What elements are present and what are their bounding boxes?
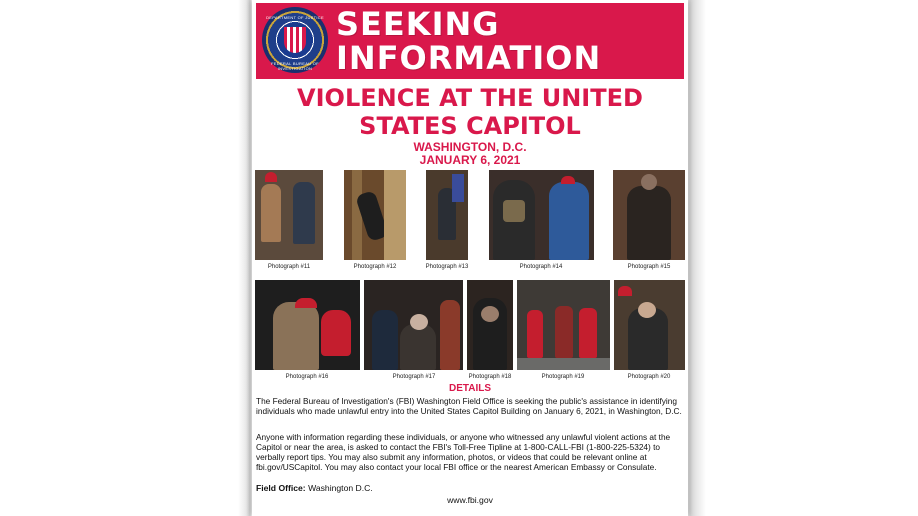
fbi-website-link[interactable]: www.fbi.gov xyxy=(447,495,493,505)
field-office-value: Washington D.C. xyxy=(308,483,373,493)
photo-11 xyxy=(255,170,323,260)
banner-title-line1: SEEKING xyxy=(336,5,500,43)
field-office xyxy=(256,483,373,493)
photo-15 xyxy=(613,170,685,260)
photo-caption: Photograph #20 xyxy=(627,374,671,380)
photo-18 xyxy=(467,280,513,370)
photo-caption: Photograph #14 xyxy=(519,264,563,270)
photo-14 xyxy=(489,170,594,260)
photo-12 xyxy=(344,170,406,260)
photo-caption: Photograph #18 xyxy=(468,374,512,380)
photo-caption: Photograph #16 xyxy=(285,374,329,380)
photo-17 xyxy=(364,280,463,370)
seal-shield xyxy=(284,27,306,53)
photo-caption: Photograph #13 xyxy=(425,264,469,270)
photo-caption: Photograph #19 xyxy=(541,374,585,380)
seal-top-text: DEPARTMENT OF JUSTICE xyxy=(266,15,324,20)
details-paragraph-2: Anyone with information regarding these individuals, or anyone who witnessed any unlawful violent actions at the Capitol or near the area, is asked to contact the FBI's Toll-Free Tipline at 1-800-CALL-FBI (1-800-225-5324) to verbally report tips. You may also submit any information, photos, or videos that could be relevant online at fbi.gov/USCapitol. You may also contact your local FBI office or the nearest American Embassy or Consulate. xyxy=(256,432,671,472)
wanted-poster xyxy=(252,0,688,516)
field-office-label: Field Office: xyxy=(256,483,306,493)
fbi-seal-icon xyxy=(262,7,328,73)
photo-16 xyxy=(255,280,360,370)
location-text: WASHINGTON, D.C. xyxy=(413,140,527,154)
details-paragraph-1: The Federal Bureau of Investigation's (FBI) Washington Field Office is seeking the public's assistance in identifying individuals who made unlawful entry into the United States Capitol Building on January 6, 2021, in Washington, D.C. xyxy=(256,396,682,416)
photo-13 xyxy=(426,170,468,260)
headline-line1: VIOLENCE AT THE UNITED xyxy=(297,84,643,112)
header-banner xyxy=(256,3,684,79)
photo-caption: Photograph #11 xyxy=(267,264,311,270)
photo-caption: Photograph #17 xyxy=(392,374,436,380)
photo-19 xyxy=(517,280,610,370)
photo-20 xyxy=(614,280,685,370)
date-text: JANUARY 6, 2021 xyxy=(419,153,521,167)
photo-caption: Photograph #15 xyxy=(627,264,671,270)
details-heading: DETAILS xyxy=(448,383,492,394)
seal-bottom-text: FEDERAL BUREAU OF INVESTIGATION xyxy=(271,61,319,71)
headline-line2: STATES CAPITOL xyxy=(359,112,581,140)
photo-caption: Photograph #12 xyxy=(353,264,397,270)
banner-title-line2: INFORMATION xyxy=(336,39,602,77)
